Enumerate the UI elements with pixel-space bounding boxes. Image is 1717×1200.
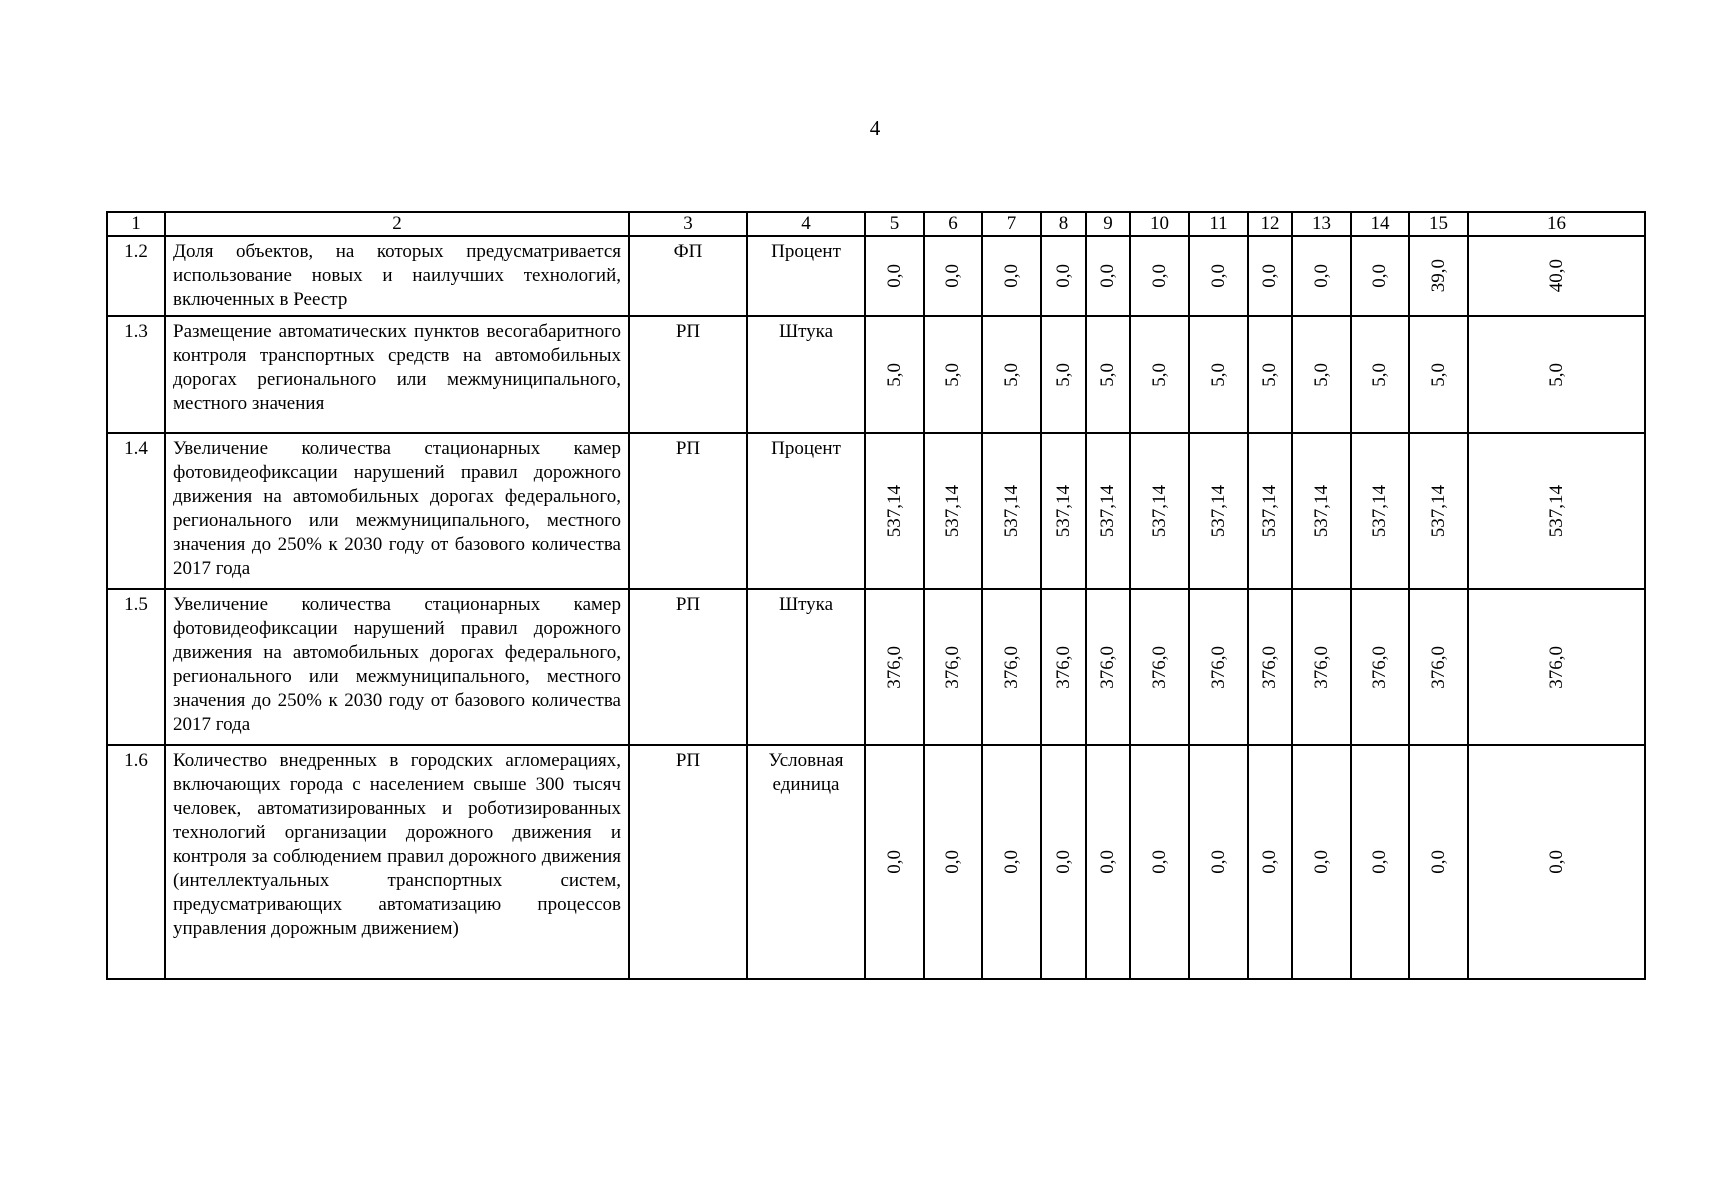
value-cell [1468, 589, 1645, 745]
value-cell [1468, 433, 1645, 589]
value-cell [1248, 589, 1292, 745]
value-text: 0,0 [1097, 850, 1118, 874]
value-text: 5,0 [1259, 362, 1280, 387]
indicators-table [106, 211, 1646, 980]
value-cell [1086, 589, 1130, 745]
header-cell: 4 [747, 212, 865, 236]
value-text: 0,0 [1052, 264, 1074, 288]
value-box [1469, 485, 1644, 537]
value-box [1249, 264, 1291, 288]
value-text: 537,14 [1259, 484, 1280, 538]
value-text: 5,0 [1310, 362, 1332, 387]
value-text: 0,0 [942, 264, 963, 288]
value-text: 0,0 [1369, 264, 1390, 288]
value-text: 5,0 [1207, 362, 1229, 387]
value-text: 0,0 [883, 850, 905, 874]
value-text: 0,0 [1097, 264, 1118, 288]
indicator-name [165, 745, 629, 979]
value-box [1042, 850, 1085, 874]
value-text: 0,0 [883, 264, 905, 288]
value-text: 376,0 [1369, 645, 1390, 689]
value-box [866, 485, 923, 537]
value-text: 0,0 [1259, 264, 1280, 288]
value-text: 537,14 [1310, 484, 1332, 538]
value-text: 5,0 [942, 362, 963, 387]
table-row [107, 745, 1645, 979]
value-text: 0,0 [1207, 850, 1229, 874]
value-box [1249, 363, 1291, 387]
header-cell: 16 [1468, 212, 1645, 236]
table-row [107, 236, 1645, 316]
value-text: 537,14 [1097, 484, 1118, 538]
value-text: 0,0 [1000, 850, 1022, 874]
value-text: 376,0 [1207, 645, 1229, 689]
table-row [107, 433, 1645, 589]
unit-of-measure: Условная единица [747, 745, 865, 979]
value-cell [1409, 433, 1468, 589]
value-box [983, 264, 1040, 288]
indicator-name-text: Доля объектов, на которых предусматривается использование новых и наилучших технологий, включенных в Реестр [173, 241, 621, 310]
indicator-name-text: Размещение автоматических пунктов весогабаритного контроля транспортных средств на автомобильных дорогах регионального или межмуниципального, местного значения [173, 321, 621, 414]
indicator-name [165, 433, 629, 589]
value-box [1131, 850, 1188, 874]
table-row [107, 589, 1645, 745]
value-box [1293, 850, 1350, 874]
value-box [1190, 646, 1247, 689]
value-box [1087, 485, 1129, 537]
value-text: 5,0 [1000, 362, 1022, 387]
header-cell: 11 [1189, 212, 1248, 236]
value-text: 376,0 [1000, 645, 1022, 689]
value-box [983, 646, 1040, 689]
value-text: 0,0 [1207, 264, 1229, 288]
indicator-name [165, 236, 629, 316]
value-cell [865, 316, 924, 433]
value-cell [924, 589, 982, 745]
value-cell [924, 236, 982, 316]
value-cell [1248, 433, 1292, 589]
header-cell: 12 [1248, 212, 1292, 236]
value-cell [865, 589, 924, 745]
value-cell [1292, 589, 1351, 745]
value-text: 5,0 [1427, 362, 1449, 387]
value-box [1249, 850, 1291, 874]
value-box [1293, 485, 1350, 537]
header-cell: 7 [982, 212, 1041, 236]
value-box [1293, 264, 1350, 288]
value-cell [982, 745, 1041, 979]
header-cell: 1 [107, 212, 165, 236]
value-box [1087, 363, 1129, 387]
value-cell [1086, 433, 1130, 589]
value-text: 5,0 [883, 362, 905, 387]
value-cell [1409, 745, 1468, 979]
value-cell [1409, 589, 1468, 745]
value-box [925, 485, 981, 537]
value-cell [1351, 745, 1409, 979]
value-box [983, 850, 1040, 874]
value-text: 39,0 [1427, 259, 1449, 293]
value-box [925, 363, 981, 387]
header-cell: 10 [1130, 212, 1189, 236]
value-cell [1351, 433, 1409, 589]
value-text: 0,0 [1545, 850, 1567, 874]
value-box [1352, 850, 1408, 874]
value-cell [1248, 316, 1292, 433]
value-text: 537,14 [1148, 484, 1170, 538]
value-box [1190, 264, 1247, 288]
value-cell [924, 433, 982, 589]
value-text: 0,0 [1369, 850, 1390, 874]
value-cell [1086, 745, 1130, 979]
value-text: 5,0 [1545, 362, 1567, 387]
value-text: 0,0 [1427, 850, 1449, 874]
value-text: 0,0 [1259, 850, 1280, 874]
row-number: 1.6 [107, 745, 165, 979]
value-cell [1189, 433, 1248, 589]
row-number: 1.2 [107, 236, 165, 316]
value-cell [1248, 745, 1292, 979]
value-text: 5,0 [1148, 362, 1170, 387]
value-cell [1041, 745, 1086, 979]
source-code: ФП [629, 236, 747, 316]
row-number: 1.5 [107, 589, 165, 745]
value-text: 537,14 [1052, 484, 1074, 538]
value-cell [1130, 316, 1189, 433]
value-box [1410, 850, 1467, 874]
value-cell [1041, 236, 1086, 316]
value-box [866, 264, 923, 288]
value-text: 5,0 [1052, 362, 1074, 387]
indicator-name [165, 316, 629, 433]
value-text: 376,0 [1052, 645, 1074, 689]
value-box [866, 646, 923, 689]
value-cell [1292, 433, 1351, 589]
value-box [866, 363, 923, 387]
indicator-name-text: Увеличение количества стационарных камер фотовидеофиксации нарушений правил дорожного движения на автомобильных дорогах федерального, регионального или межмуниципального, местного значения до 250% к 2030 году от базового количества 2017 года [173, 594, 621, 735]
value-cell [1351, 236, 1409, 316]
unit-of-measure: Процент [747, 236, 865, 316]
value-cell [1189, 236, 1248, 316]
value-text: 537,14 [1000, 484, 1022, 538]
header-cell: 6 [924, 212, 982, 236]
value-box [1190, 850, 1247, 874]
value-cell [1130, 433, 1189, 589]
value-box [1042, 485, 1085, 537]
value-text: 0,0 [942, 850, 963, 874]
header-cell: 9 [1086, 212, 1130, 236]
indicator-name [165, 589, 629, 745]
value-cell [1409, 236, 1468, 316]
value-text: 5,0 [1097, 362, 1118, 387]
value-box [1293, 363, 1350, 387]
value-box [1190, 363, 1247, 387]
value-text: 376,0 [1427, 645, 1449, 689]
value-cell [1292, 745, 1351, 979]
value-cell [865, 745, 924, 979]
value-text: 5,0 [1369, 362, 1390, 387]
value-text: 537,14 [883, 484, 905, 538]
source-code: РП [629, 316, 747, 433]
value-box [1469, 363, 1644, 387]
value-box [983, 363, 1040, 387]
value-cell [982, 236, 1041, 316]
unit-of-measure: Штука [747, 316, 865, 433]
value-cell [1041, 433, 1086, 589]
value-text: 0,0 [1000, 264, 1022, 288]
value-cell [1468, 316, 1645, 433]
value-cell [1292, 316, 1351, 433]
value-box [1131, 485, 1188, 537]
header-cell: 5 [865, 212, 924, 236]
value-cell [865, 236, 924, 316]
value-cell [1086, 316, 1130, 433]
value-box [1042, 363, 1085, 387]
value-box [1249, 646, 1291, 689]
value-cell [1130, 236, 1189, 316]
value-text: 537,14 [1369, 484, 1390, 538]
value-cell [982, 433, 1041, 589]
value-text: 0,0 [1310, 264, 1332, 288]
indicator-name-text: Количество внедренных в городских агломерациях, включающих города с населением свыше 300 тысяч человек, автоматизированных и роботизированных технологий организации дорожного движения и контроля за соблюдением правил дорожного движения (интеллектуальных транспортных систем, предусматривающих автоматизацию процессов управления дорожным движением) [173, 750, 621, 939]
value-box [1131, 363, 1188, 387]
value-text: 376,0 [1148, 645, 1170, 689]
value-box [1131, 264, 1188, 288]
value-text: 376,0 [1310, 645, 1332, 689]
value-box [925, 264, 981, 288]
value-cell [1130, 745, 1189, 979]
value-text: 0,0 [1148, 264, 1170, 288]
value-cell [1409, 316, 1468, 433]
header-cell: 3 [629, 212, 747, 236]
value-box [1087, 646, 1129, 689]
value-text: 537,14 [1207, 484, 1229, 538]
source-code: РП [629, 589, 747, 745]
value-box [1352, 485, 1408, 537]
header-row [107, 212, 1645, 236]
value-box [983, 485, 1040, 537]
value-box [1249, 485, 1291, 537]
value-box [1087, 850, 1129, 874]
value-cell [1130, 589, 1189, 745]
header-cell: 14 [1351, 212, 1409, 236]
header-cell: 8 [1041, 212, 1086, 236]
value-cell [982, 589, 1041, 745]
value-box [925, 646, 981, 689]
value-box [1352, 646, 1408, 689]
value-cell [1086, 236, 1130, 316]
value-box [1131, 646, 1188, 689]
value-text: 537,14 [1545, 484, 1567, 538]
value-cell [924, 745, 982, 979]
value-text: 376,0 [883, 645, 905, 689]
value-cell [1468, 745, 1645, 979]
source-code: РП [629, 433, 747, 589]
unit-of-measure: Штука [747, 589, 865, 745]
value-box [1469, 259, 1644, 292]
value-box [1469, 850, 1644, 874]
value-text: 376,0 [942, 645, 963, 689]
value-text: 0,0 [1148, 850, 1170, 874]
value-text: 376,0 [1097, 645, 1118, 689]
value-box [1410, 485, 1467, 537]
value-box [1410, 259, 1467, 292]
value-text: 537,14 [942, 484, 963, 538]
value-text: 0,0 [1310, 850, 1332, 874]
value-cell [982, 316, 1041, 433]
value-box [1190, 485, 1247, 537]
value-cell [1351, 589, 1409, 745]
value-box [1410, 363, 1467, 387]
value-cell [1248, 236, 1292, 316]
value-text: 40,0 [1545, 259, 1567, 293]
value-text: 537,14 [1427, 484, 1449, 538]
value-cell [1041, 589, 1086, 745]
value-cell [865, 433, 924, 589]
value-box [1469, 646, 1644, 689]
page-number: 4 [869, 116, 881, 140]
value-text: 0,0 [1052, 850, 1074, 874]
value-box [1410, 646, 1467, 689]
value-cell [1189, 589, 1248, 745]
value-cell [1292, 236, 1351, 316]
value-cell [1189, 745, 1248, 979]
row-number: 1.4 [107, 433, 165, 589]
value-cell [1189, 316, 1248, 433]
value-box [866, 850, 923, 874]
table-row [107, 316, 1645, 433]
value-cell [1468, 236, 1645, 316]
value-text: 376,0 [1259, 645, 1280, 689]
unit-of-measure: Процент [747, 433, 865, 589]
value-text: 376,0 [1545, 645, 1567, 689]
header-cell: 13 [1292, 212, 1351, 236]
value-box [1352, 264, 1408, 288]
header-cell: 2 [165, 212, 629, 236]
source-code: РП [629, 745, 747, 979]
value-cell [1041, 316, 1086, 433]
value-box [1293, 646, 1350, 689]
value-box [1042, 646, 1085, 689]
value-box [1042, 264, 1085, 288]
value-box [1352, 363, 1408, 387]
value-cell [924, 316, 982, 433]
row-number: 1.3 [107, 316, 165, 433]
value-box [1087, 264, 1129, 288]
value-cell [1351, 316, 1409, 433]
indicator-name-text: Увеличение количества стационарных камер фотовидеофиксации нарушений правил дорожного движения на автомобильных дорогах федерального, регионального или межмуниципального, местного значения до 250% к 2030 году от базового количества 2017 года [173, 438, 621, 579]
header-cell: 15 [1409, 212, 1468, 236]
value-box [925, 850, 981, 874]
